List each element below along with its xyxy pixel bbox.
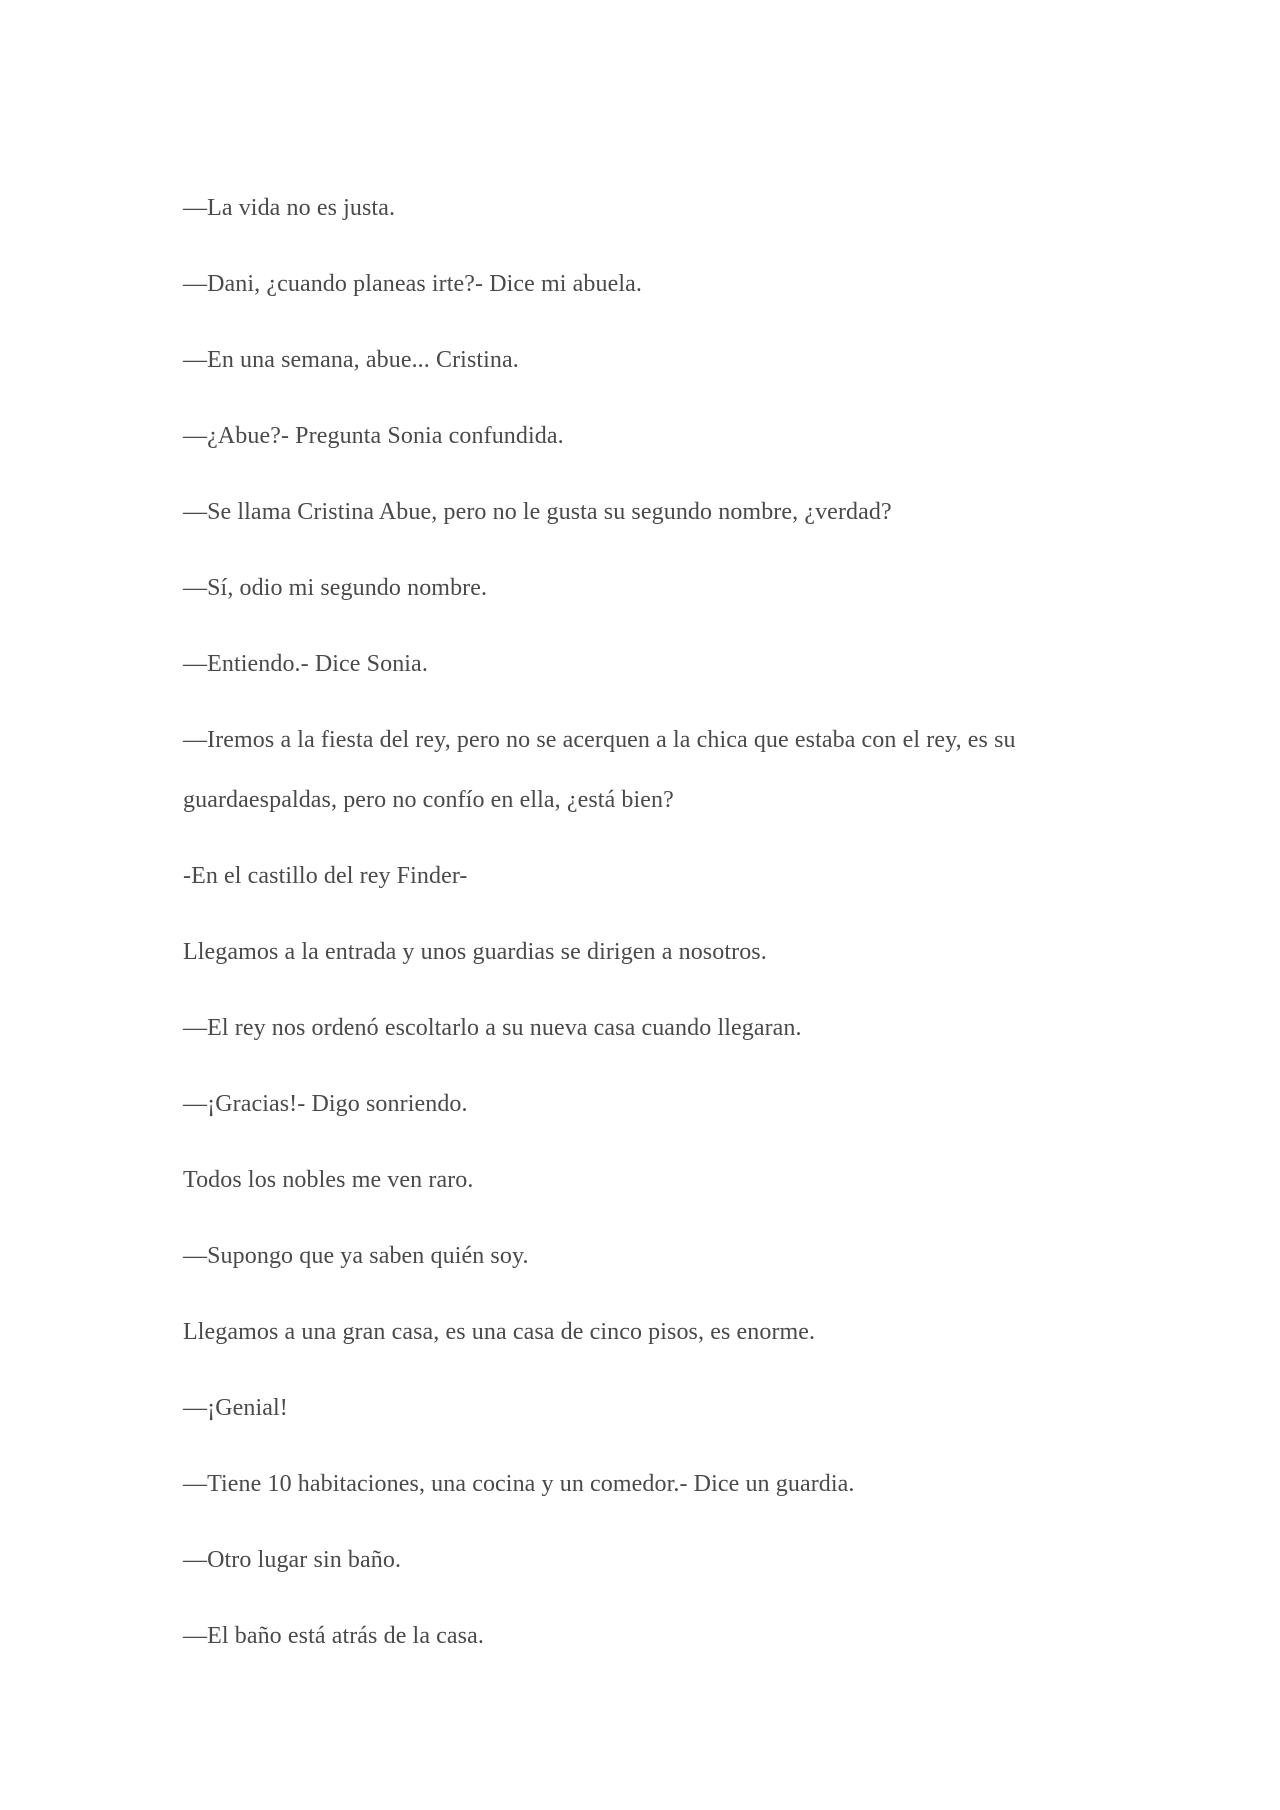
paragraph: —Entiendo.- Dice Sonia. (183, 651, 428, 677)
paragraph: —La vida no es justa. (183, 195, 396, 221)
paragraph: —Se llama Cristina Abue, pero no le gusta su segundo nombre, ¿verdad? (183, 499, 892, 525)
paragraph: —El baño está atrás de la casa. (183, 1623, 484, 1649)
paragraph: —El rey nos ordenó escoltarlo a su nueva casa cuando llegaran. (183, 1015, 802, 1041)
paragraph: —En una semana, abue... Cristina. (183, 347, 519, 373)
paragraph: Todos los nobles me ven raro. (183, 1167, 474, 1193)
paragraph: —¡Genial! (183, 1395, 288, 1421)
paragraph: —Sí, odio mi segundo nombre. (183, 575, 488, 601)
paragraph: Llegamos a la entrada y unos guardias se dirigen a nosotros. (183, 939, 767, 965)
paragraph: —¿Abue?- Pregunta Sonia confundida. (183, 423, 564, 449)
paragraph: —¡Gracias!- Digo sonriendo. (183, 1091, 468, 1117)
story-text (183, 178, 1103, 1682)
paragraph: —Otro lugar sin baño. (183, 1547, 402, 1573)
paragraph: —Dani, ¿cuando planeas irte?- Dice mi abuela. (183, 271, 642, 297)
paragraph: —Tiene 10 habitaciones, una cocina y un comedor.- Dice un guardia. (183, 1471, 855, 1497)
scene-heading: -En el castillo del rey Finder- (183, 863, 468, 889)
paragraph: —Iremos a la fiesta del rey, pero no se acerquen a la chica que estaba con el rey, es su guardaespaldas, pero no confío en ella, ¿está bien? (183, 727, 1016, 813)
paragraph: Llegamos a una gran casa, es una casa de cinco pisos, es enorme. (183, 1319, 816, 1345)
paragraph: —Supongo que ya saben quién soy. (183, 1243, 529, 1269)
